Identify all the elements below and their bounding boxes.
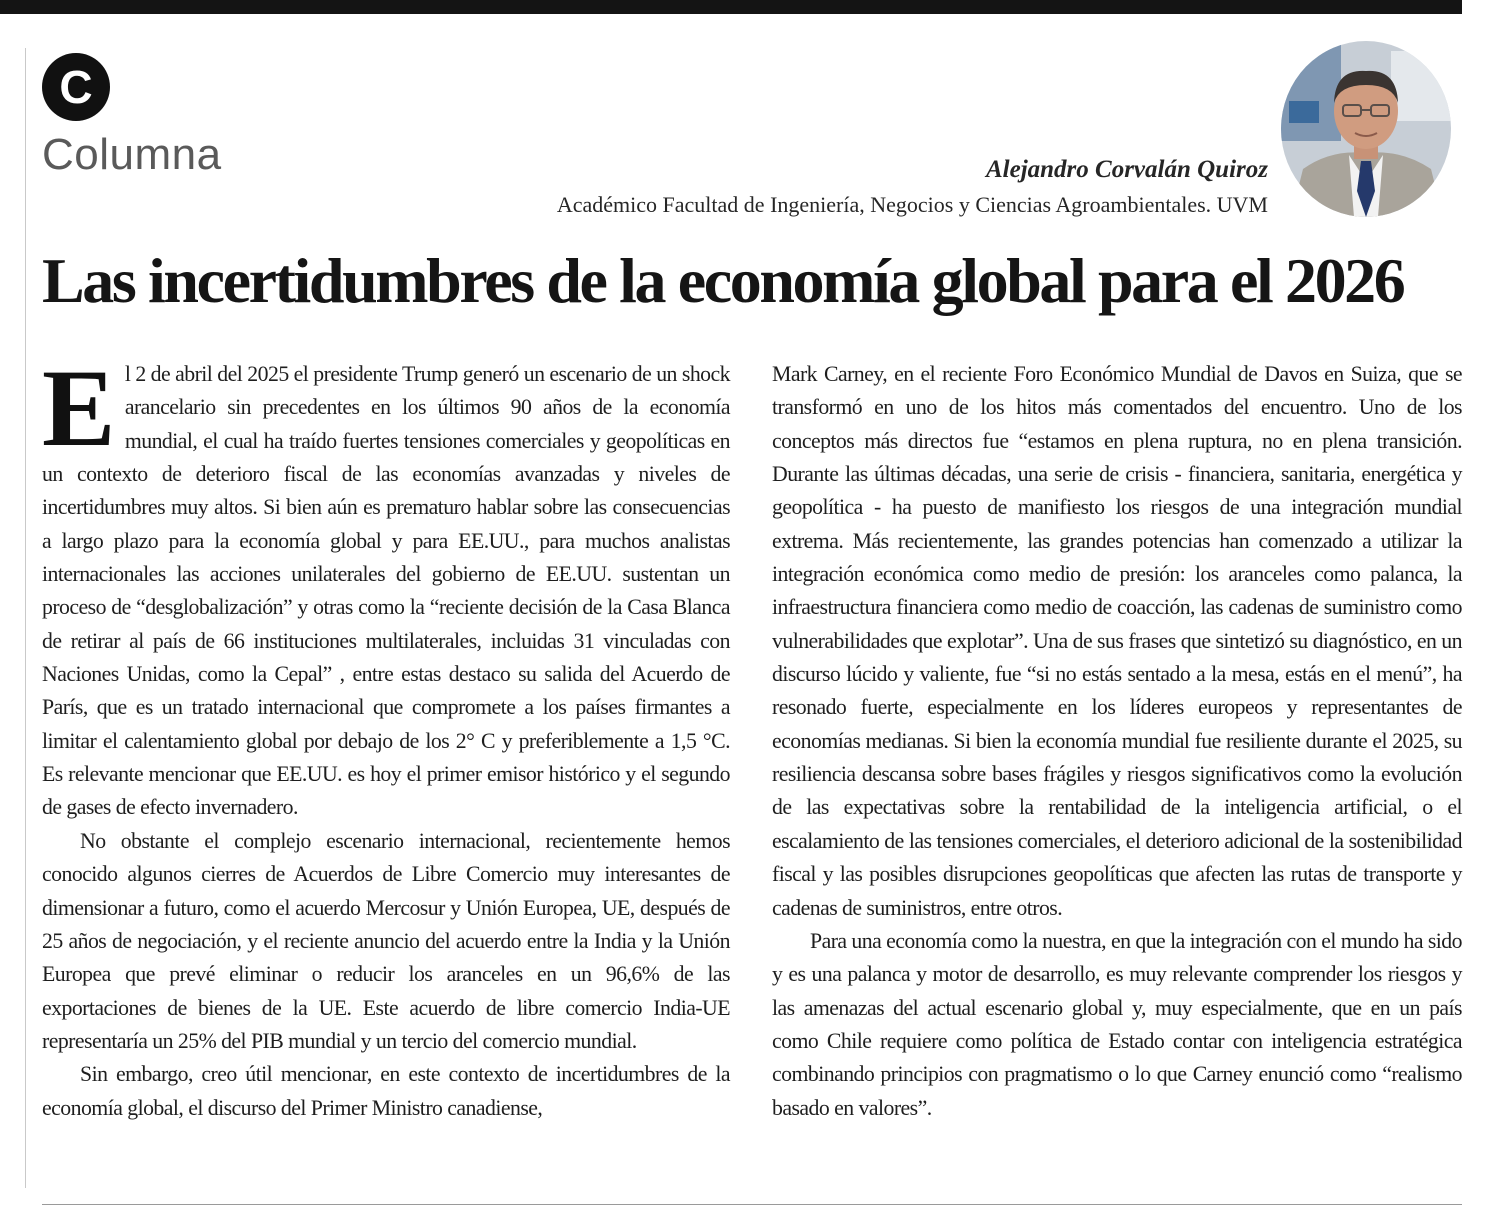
article-paragraph: Mark Carney, en el reciente Foro Económico Mundial de Davos en Suiza, que se transformó en uno de los hitos más comentados del encuentro. Uno de los conceptos más directos fue “estamos en plena ruptura, no en plena transición. Durante las últimas décadas, una serie de crisis - financiera, sanitaria, energética y geopolítica - ha puesto de manifiesto los riesgos de una integración mundial extrema. Más recientemente, las grandes potencias han comenzado a utilizar la integración económica como medio de presión: los aranceles como palanca, la infraestructura financiera como medio de coacción, las cadenas de suministro como vulnerabilidades que explotar”. Una de sus frases que sintetizó su diagnóstico, en un discurso lúcido y valiente, fue “si no estás sentado a la mesa, estás en el menú”, ha resonado fuerte, especialmente en los líderes europeos y representantes de economías medianas. Si bien la economía mundial fue resiliente durante el 2025, su resiliencia descansa sobre bases frágiles y riesgos significativos como la evolución de las expectativas sobre la rentabilidad de la inteligencia artificial, o el escalamiento de las tensiones comerciales, el deterioro adicional de la sostenibilidad fiscal y las posibles disrupciones geopolíticas que afecten las rutas de transporte y cadenas de suministros, entre otros. xyxy=(772,362,1462,920)
article-paragraph xyxy=(42,347,730,825)
left-margin-rule xyxy=(25,48,26,1188)
article-paragraph: Para una economía como la nuestra, en que la integración con el mundo ha sido y es una palanca y motor de desarrollo, es muy relevante comprender los riesgos y las amenazas del actual escenario global y, muy especialmente, que en un país como Chile requiere como política de Estado contar con inteligencia estratégica combinando principios con pragmatismo o lo que Carney enunció como “realismo basado en valores”. xyxy=(772,928,1462,1120)
author-role: Académico Facultad de Ingeniería, Negocios y Ciencias Agroambientales. UVM xyxy=(556,192,1268,217)
article-column-right xyxy=(772,358,1462,1125)
article-column-left xyxy=(42,347,730,1125)
bottom-rule xyxy=(42,1204,1462,1205)
paragraph-text: l 2 de abril del 2025 el presidente Trump generó un escenario de un shock arancelario sin precedentes en los últimos 90 años de la economía mundial, el cual ha traído fuertes tensiones comerciales y geopolíticas en un contexto de deterioro fiscal de las economías avanzadas y niveles de incertidumbres muy altos. Si bien aún es prematuro hablar sobre las consecuencias a largo plazo para la economía global y para EE.UU., para muchos analistas internacionales las acciones unilaterales del gobierno de EE.UU. sustentan un proceso de “desglobalización” y otras como la “reciente decisión de la Casa Blanca de retirar al país de 66 instituciones multilaterales, incluidas 31 vinculadas con Naciones Unidas, como la Cepal” , entre estas destaco su salida del Acuerdo de París, que es un tratado internacional que compromete a los países firmantes a limitar el calentamiento global por debajo de los 2° C y preferiblemente a 1,5 °C. Es relevante mencionar que EE.UU. es hoy el primer emisor histórico y el segundo de gases de efecto invernadero. xyxy=(42,362,730,820)
headline: Las incertidumbres de la economía global para el 2026 xyxy=(42,245,1404,316)
author-name: Alejandro Corvalán Quiroz xyxy=(985,156,1268,183)
drop-cap: E xyxy=(42,347,115,469)
badge-letter: C xyxy=(59,61,93,113)
column-badge xyxy=(42,53,110,121)
top-rule xyxy=(0,0,1462,14)
article-paragraph: No obstante el complejo escenario internacional, recientemente hemos conocido algunos cierres de Acuerdos de Libre Comercio muy interesantes de dimensionar a futuro, como el acuerdo Mercosur y Unión Europea, UE, después de 25 años de negociación, y el reciente anuncio del acuerdo entre la India y la Unión Europea que prevé eliminar o reducir los aranceles en un 96,6% de las exportaciones de bienes de la UE. Este acuerdo de libre comercio India-UE representaría un 25% del PIB mundial y un tercio del comercio mundial. xyxy=(42,828,730,1053)
section-label: Columna xyxy=(42,130,222,179)
author-portrait xyxy=(1281,41,1451,217)
article-paragraph: Sin embargo, creo útil mencionar, en este contexto de incertidumbres de la economía global, el discurso del Primer Ministro canadiense, xyxy=(42,1062,730,1120)
portrait-illustration xyxy=(1281,41,1451,217)
